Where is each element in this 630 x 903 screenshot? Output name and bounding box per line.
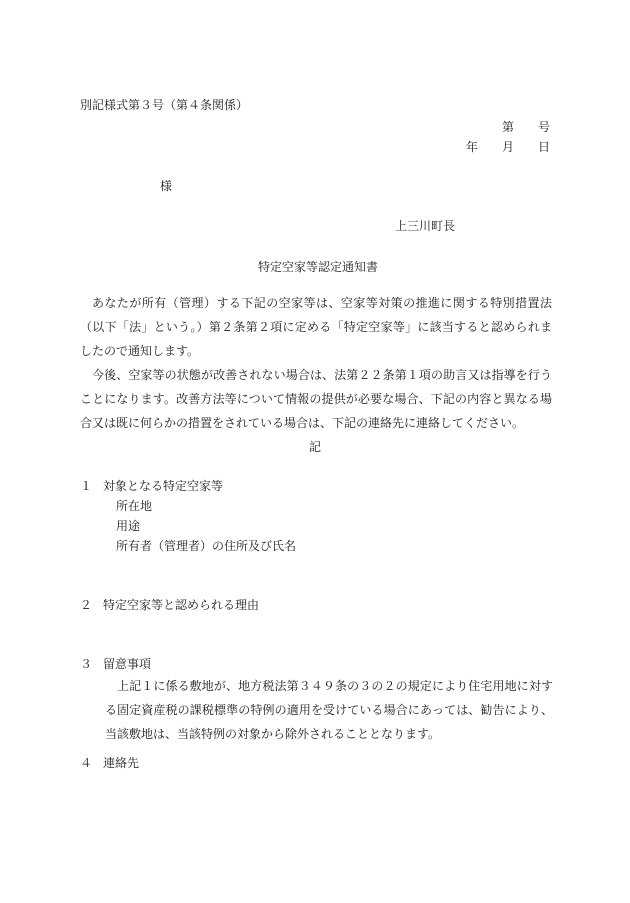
item3-number: ３ xyxy=(80,657,93,671)
item3-note xyxy=(105,674,553,746)
item1-use-label: 用途 xyxy=(116,519,141,533)
item4-number: ４ xyxy=(80,756,93,770)
addressee-honorific: 様 xyxy=(160,179,173,193)
item3-note-text: 上記１に係る敷地が、地方税法第３４９条の３の２の規定により住宅用地に対する固定資産税の課税標準の特例の適用を受けている場合にあっては、勧告により、当該敷地は、当該特例の対象から除外されることとなります。 xyxy=(105,679,553,741)
notice-body xyxy=(80,291,552,435)
item1-owner-label: 所有者（管理者）の住所及び氏名 xyxy=(116,539,297,553)
form-label: 別記様式第３号（第４条関係） xyxy=(80,98,249,112)
body-paragraph-1: あなたが所有（管理）する下記の空家等は、空家等対策の推進に関する特別措置法（以下「法」という。）第２条第２項に定める「特定空家等」に該当すると認められましたので通知します。 xyxy=(80,296,552,358)
item1-title: 対象となる特定空家等 xyxy=(103,479,224,493)
item3-title: 留意事項 xyxy=(103,657,152,671)
sender-name: 上三川町長 xyxy=(395,219,456,233)
document-number: 第 号 xyxy=(501,120,550,134)
ki-heading: 記 xyxy=(309,440,322,454)
item1-location-label: 所在地 xyxy=(116,499,153,513)
item4-title: 連絡先 xyxy=(103,756,140,770)
item2-number: ２ xyxy=(80,598,93,612)
item2-title: 特定空家等と認められる理由 xyxy=(103,598,260,612)
document-date: 年 月 日 xyxy=(465,140,550,154)
item1-number: １ xyxy=(80,479,93,493)
body-paragraph-2: 今後、空家等の状態が改善されない場合は、法第２２条第１項の助言又は指導を行うことになります。改善方法等について情報の提供が必要な場合、下記の内容と異なる場合又は既に何らかの措置をされている場合は、下記の連絡先に連絡してください。 xyxy=(80,368,552,430)
document-title: 特定空家等認定通知書 xyxy=(258,260,379,274)
